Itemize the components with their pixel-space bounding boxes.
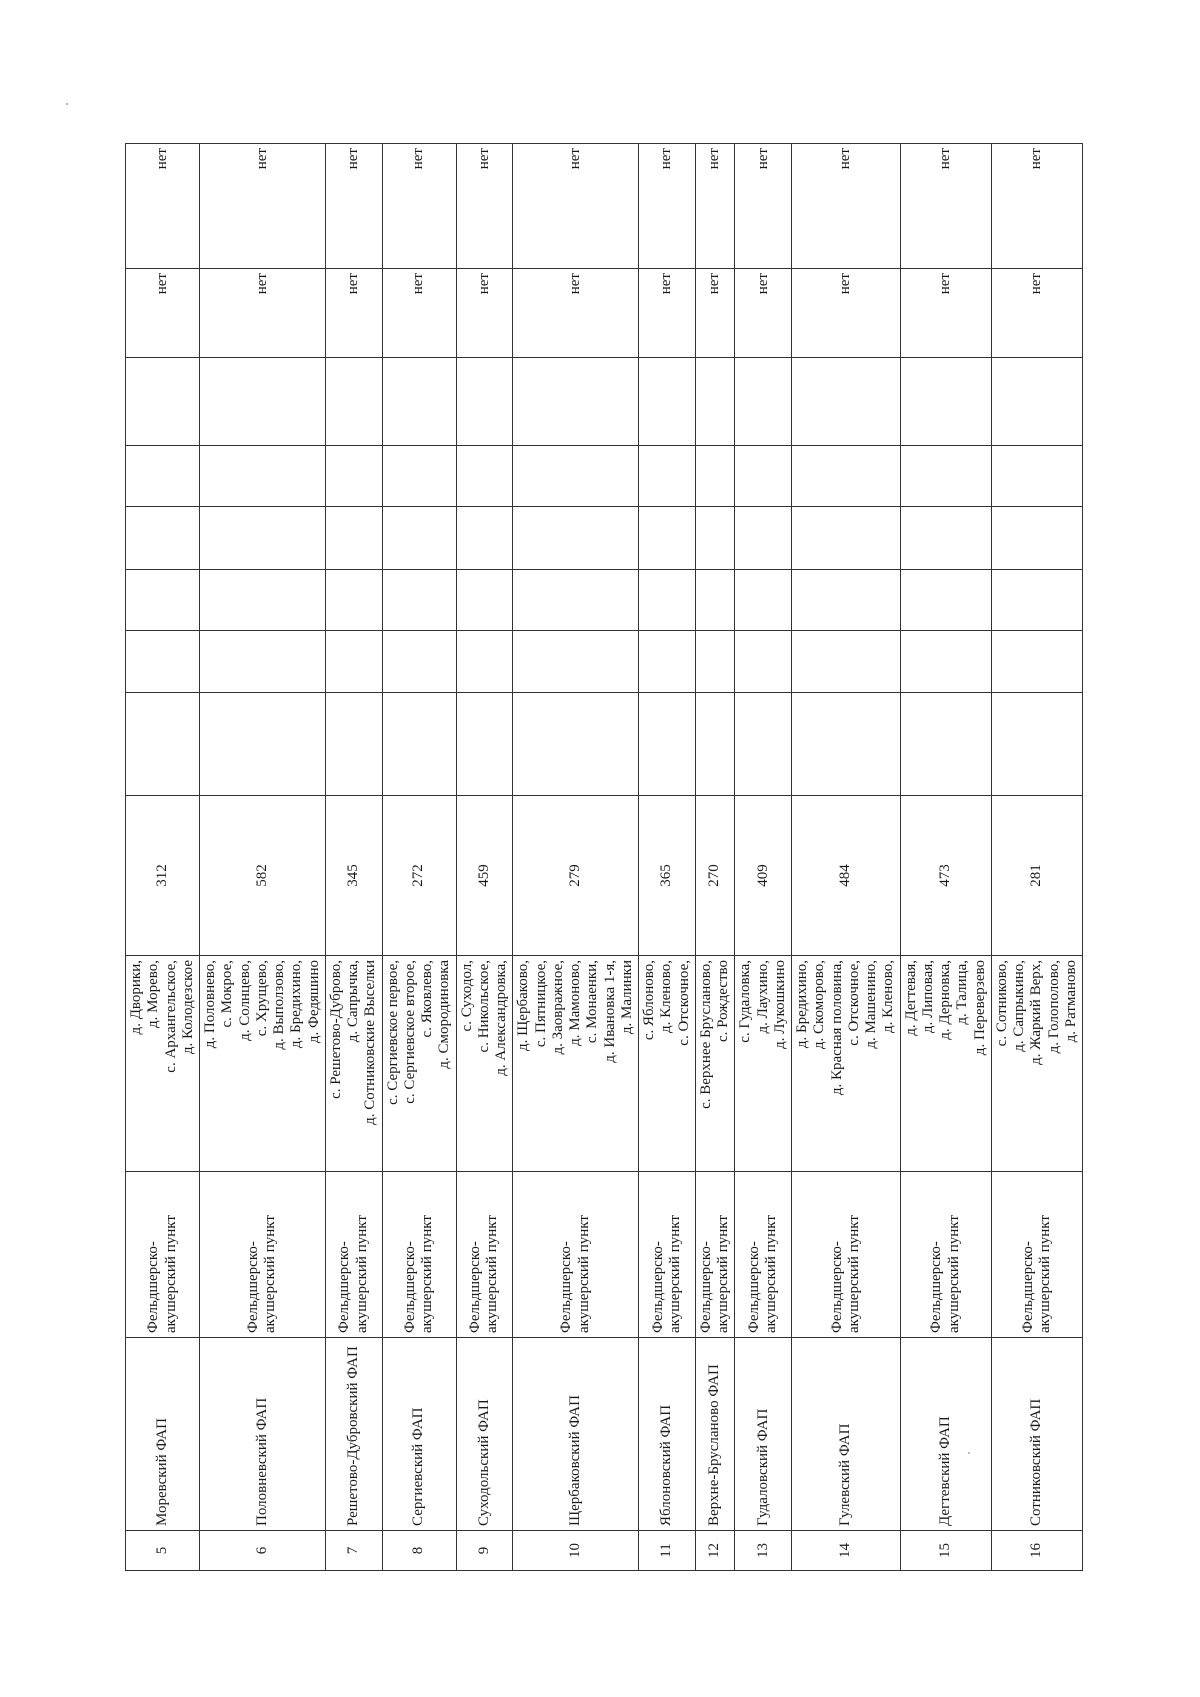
population-cell: 473 <box>900 796 991 956</box>
facility-type-cell: Фельдшерско-акушерский пункт <box>382 1172 456 1338</box>
availability-cell: нет <box>991 269 1082 358</box>
empty-cell <box>325 631 382 693</box>
facility-name-cell: Щербаковский ФАП <box>513 1338 639 1531</box>
availability-cell: нет <box>639 269 696 358</box>
empty-cell <box>126 358 200 446</box>
empty-cell <box>735 446 792 507</box>
empty-cell <box>325 507 382 570</box>
empty-cell <box>200 693 326 796</box>
empty-cell <box>900 446 991 507</box>
empty-cell <box>325 358 382 446</box>
empty-cell <box>325 693 382 796</box>
villages-cell <box>695 956 735 1172</box>
empty-cell <box>991 358 1082 446</box>
row-number-cell: 9 <box>456 1531 513 1571</box>
availability-cell: нет <box>695 269 735 358</box>
empty-cell <box>639 570 696 631</box>
village-name: д. Скоморово, <box>811 960 828 1050</box>
table-row <box>382 144 456 1571</box>
village-name: д. Дерновка, <box>937 960 953 1040</box>
empty-cell <box>639 446 696 507</box>
village-name: д. Сапрыкино, <box>1011 960 1027 1052</box>
empty-cell <box>735 358 792 446</box>
availability-cell: нет <box>382 144 456 269</box>
village-name: с. Пятницкое, <box>532 960 549 1048</box>
empty-cell <box>456 358 513 446</box>
village-name: д. Заовражное, <box>549 960 566 1055</box>
facility-type-cell: Фельдшерско-акушерский пункт <box>200 1172 326 1338</box>
village-name: д. Морево, <box>145 960 162 1028</box>
village-name: д. Ратманово <box>1062 960 1079 1043</box>
empty-cell <box>639 693 696 796</box>
empty-cell <box>456 507 513 570</box>
facility-name-cell: Дегтевский ФАП <box>900 1338 991 1531</box>
village-name: д. Переверзево <box>971 960 988 1056</box>
row-number-cell: 14 <box>792 1531 901 1571</box>
availability-cell: нет <box>735 269 792 358</box>
population-cell: 279 <box>513 796 639 956</box>
availability-cell: нет <box>126 144 200 269</box>
table-row <box>735 144 792 1571</box>
availability-cell: нет <box>382 269 456 358</box>
population-cell: 272 <box>382 796 456 956</box>
village-name: д. Половнево, <box>202 960 218 1049</box>
villages-cell <box>513 956 639 1172</box>
availability-cell: нет <box>695 144 735 269</box>
population-cell: 582 <box>200 796 326 956</box>
village-name: д. Выползово, <box>271 960 287 1050</box>
village-name: д. Лаухино, <box>754 960 771 1034</box>
empty-cell <box>382 631 456 693</box>
empty-cell <box>900 693 991 796</box>
empty-cell <box>639 631 696 693</box>
villages-cell <box>991 956 1082 1172</box>
facility-name-cell: Гудаловский ФАП <box>735 1338 792 1531</box>
table-row <box>126 144 200 1571</box>
empty-cell <box>513 446 639 507</box>
availability-cell: нет <box>735 144 792 269</box>
availability-cell: нет <box>456 269 513 358</box>
empty-cell <box>792 446 901 507</box>
village-name: д. Жаркий Верх, <box>1028 960 1045 1065</box>
village-name: д. Малинки <box>618 960 635 1035</box>
village-name: д. Сотниковские Выселки <box>362 960 379 1125</box>
empty-cell <box>792 570 901 631</box>
village-name: д. Лукошкино <box>771 960 788 1049</box>
village-name: с. Мокрое, <box>219 960 236 1028</box>
village-name: с. Решетово-Дуброво, <box>327 960 344 1099</box>
row-number-cell: 12 <box>695 1531 735 1571</box>
empty-cell <box>200 507 326 570</box>
village-name: д. Солнцево, <box>236 960 253 1041</box>
facility-name-cell: Сергиевский ФАП <box>382 1338 456 1531</box>
empty-cell <box>900 570 991 631</box>
village-name: д. Федяшино <box>305 960 322 1044</box>
empty-cell <box>695 507 735 570</box>
empty-cell <box>200 570 326 631</box>
population-cell: 345 <box>325 796 382 956</box>
row-number-cell: 16 <box>991 1531 1082 1571</box>
empty-cell <box>513 693 639 796</box>
village-name: д. Смородиновка <box>436 960 453 1069</box>
village-name: д. Мамоново, <box>567 960 583 1046</box>
empty-cell <box>695 446 735 507</box>
availability-cell: нет <box>200 144 326 269</box>
availability-cell: нет <box>639 144 696 269</box>
empty-cell <box>991 631 1082 693</box>
table-row <box>200 144 326 1571</box>
facility-type-cell: Фельдшерско-акушерский пункт <box>325 1172 382 1338</box>
village-name: с. Отскочное, <box>845 960 862 1046</box>
empty-cell <box>695 570 735 631</box>
empty-cell <box>695 358 735 446</box>
empty-cell <box>735 693 792 796</box>
village-name: д. Бредихино, <box>794 960 810 1049</box>
villages-cell <box>382 956 456 1172</box>
table-row <box>991 144 1082 1571</box>
table-row <box>695 144 735 1571</box>
villages-cell <box>900 956 991 1172</box>
rotated-table-wrapper <box>125 144 1081 1571</box>
empty-cell <box>200 358 326 446</box>
empty-cell <box>126 507 200 570</box>
empty-cell <box>382 693 456 796</box>
empty-cell <box>382 358 456 446</box>
population-cell: 281 <box>991 796 1082 956</box>
empty-cell <box>513 570 639 631</box>
village-name: д. Ивановка 1-я, <box>601 960 618 1063</box>
empty-cell <box>456 446 513 507</box>
village-name: д. Бредихино, <box>288 960 305 1049</box>
empty-cell <box>200 446 326 507</box>
table-row <box>792 144 901 1571</box>
empty-cell <box>382 446 456 507</box>
village-name: с. Верхнее Брусланово, <box>697 960 714 1109</box>
facilities-table <box>125 143 1083 1571</box>
village-name: д. Красная половина, <box>828 960 845 1096</box>
availability-cell: нет <box>991 144 1082 269</box>
empty-cell <box>456 631 513 693</box>
villages-cell <box>325 956 382 1172</box>
empty-cell <box>513 358 639 446</box>
village-name: с. Яблоново, <box>641 960 657 1041</box>
population-cell: 459 <box>456 796 513 956</box>
village-name: с. Сергиевское первое, <box>384 960 401 1105</box>
facility-type-cell: Фельдшерско-акушерский пункт <box>456 1172 513 1338</box>
villages-cell <box>126 956 200 1172</box>
empty-cell <box>126 693 200 796</box>
empty-cell <box>325 570 382 631</box>
empty-cell <box>456 570 513 631</box>
empty-cell <box>792 358 901 446</box>
row-number-cell: 15 <box>900 1531 991 1571</box>
empty-cell <box>513 507 639 570</box>
population-cell: 312 <box>126 796 200 956</box>
facility-name-cell: Решетово-Дубровский ФАП <box>325 1338 382 1531</box>
empty-cell <box>456 693 513 796</box>
village-name: д. Кленово, <box>880 960 897 1034</box>
empty-cell <box>735 570 792 631</box>
availability-cell: нет <box>513 269 639 358</box>
population-cell: 365 <box>639 796 696 956</box>
empty-cell <box>695 693 735 796</box>
row-number-cell: 10 <box>513 1531 639 1571</box>
empty-cell <box>513 631 639 693</box>
village-name: д. Липовая, <box>919 960 936 1034</box>
village-name: д. Щербаково, <box>515 960 532 1051</box>
empty-cell <box>900 631 991 693</box>
villages-cell <box>735 956 792 1172</box>
facility-name-cell: Половневский ФАП <box>200 1338 326 1531</box>
availability-cell: нет <box>126 269 200 358</box>
villages-cell <box>792 956 901 1172</box>
facility-type-cell: Фельдшерско-акушерский пункт <box>513 1172 639 1338</box>
villages-cell <box>456 956 513 1172</box>
availability-cell: нет <box>325 144 382 269</box>
population-cell: 484 <box>792 796 901 956</box>
village-name: д. Талица, <box>954 960 971 1025</box>
row-number-cell: 6 <box>200 1531 326 1571</box>
village-name: с. Яковлево, <box>419 960 435 1038</box>
village-name: д. Голополово, <box>1045 960 1062 1054</box>
empty-cell <box>126 570 200 631</box>
facility-type-cell: Фельдшерско-акушерский пункт <box>126 1172 200 1338</box>
availability-cell: нет <box>200 269 326 358</box>
empty-cell <box>695 631 735 693</box>
village-name: с. Никольское, <box>475 960 492 1053</box>
facility-name-cell: Гулевский ФАП <box>792 1338 901 1531</box>
table-row <box>456 144 513 1571</box>
village-name: д. Машенино, <box>863 960 879 1049</box>
row-number-cell: 8 <box>382 1531 456 1571</box>
availability-cell: нет <box>513 144 639 269</box>
table-row <box>325 144 382 1571</box>
empty-cell <box>792 631 901 693</box>
village-name: д. Колодезское <box>179 960 196 1055</box>
empty-cell <box>991 693 1082 796</box>
empty-cell <box>735 507 792 570</box>
empty-cell <box>126 631 200 693</box>
empty-cell <box>900 358 991 446</box>
village-name: с. Рождество <box>715 960 731 1042</box>
availability-cell: нет <box>900 144 991 269</box>
population-cell: 409 <box>735 796 792 956</box>
empty-cell <box>639 507 696 570</box>
empty-cell <box>639 358 696 446</box>
facility-type-cell: Фельдшерско-акушерский пункт <box>792 1172 901 1338</box>
empty-cell <box>991 570 1082 631</box>
village-name: д. Кленово, <box>658 960 675 1034</box>
facility-name-cell: Суходольский ФАП <box>456 1338 513 1531</box>
facility-name-cell: Сотниковский ФАП <box>991 1338 1082 1531</box>
availability-cell: нет <box>792 144 901 269</box>
row-number-cell: 7 <box>325 1531 382 1571</box>
row-number-cell: 11 <box>639 1531 696 1571</box>
empty-cell <box>735 631 792 693</box>
empty-cell <box>900 507 991 570</box>
village-name: с. Архангельское, <box>162 960 179 1073</box>
village-name: с. Суходол, <box>458 960 475 1032</box>
empty-cell <box>325 446 382 507</box>
facility-name-cell: Моревский ФАП <box>126 1338 200 1531</box>
village-name: д. Сапрычка, <box>345 960 361 1043</box>
availability-cell: нет <box>792 269 901 358</box>
empty-cell <box>792 693 901 796</box>
empty-cell <box>382 570 456 631</box>
facility-name-cell: Яблоновский ФАП <box>639 1338 696 1531</box>
empty-cell <box>126 446 200 507</box>
facility-type-cell: Фельдшерско-акушерский пункт <box>900 1172 991 1338</box>
facility-type-cell: Фельдшерско-акушерский пункт <box>695 1172 735 1338</box>
table-row <box>513 144 639 1571</box>
facility-type-cell: Фельдшерско-акушерский пункт <box>639 1172 696 1338</box>
villages-cell <box>200 956 326 1172</box>
table-body <box>126 144 1083 1571</box>
village-name: с. Монаенки, <box>584 960 601 1044</box>
village-name: с. Хрущево, <box>253 960 270 1037</box>
row-number-cell: 5 <box>126 1531 200 1571</box>
table-row <box>639 144 696 1571</box>
availability-cell: нет <box>456 144 513 269</box>
empty-cell <box>792 507 901 570</box>
village-name: с. Сотниково, <box>993 960 1010 1047</box>
village-name: с. Отскочное, <box>675 960 692 1046</box>
village-name: с. Сергиевское второе, <box>401 960 418 1104</box>
empty-cell <box>382 507 456 570</box>
row-number-cell: 13 <box>735 1531 792 1571</box>
empty-cell <box>200 631 326 693</box>
villages-cell <box>639 956 696 1172</box>
facility-type-cell: Фельдшерско-акушерский пункт <box>735 1172 792 1338</box>
empty-cell <box>991 507 1082 570</box>
village-name: д. Дегтевая, <box>902 960 919 1036</box>
availability-cell: нет <box>900 269 991 358</box>
empty-cell <box>991 446 1082 507</box>
facility-name-cell: Верхне-Брусланово ФАП <box>695 1338 735 1531</box>
village-name: с. Гудаловка, <box>737 960 754 1043</box>
village-name: д. Дворики, <box>128 960 144 1035</box>
village-name: д. Александровка, <box>493 960 509 1076</box>
scan-speck <box>66 103 68 105</box>
availability-cell: нет <box>325 269 382 358</box>
population-cell: 270 <box>695 796 735 956</box>
facility-type-cell: Фельдшерско-акушерский пункт <box>991 1172 1082 1338</box>
table-row <box>900 144 991 1571</box>
